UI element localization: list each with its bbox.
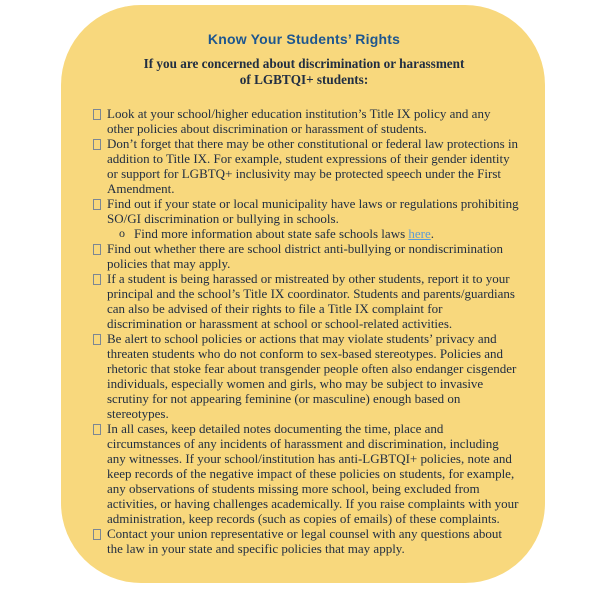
list-item [94, 241, 520, 271]
checkbox-outline-icon [93, 139, 101, 150]
list-item [94, 271, 520, 331]
page-title: Know Your Students’ Rights [207, 31, 401, 47]
subtitle-line-1: If you are concerned about discrimination or harassment [143, 56, 465, 71]
list-item-text: Find out whether there are school district anti-bullying or nondiscrimination policies that may apply. [107, 241, 504, 271]
list-item [94, 136, 520, 196]
list-item-text: Be alert to school policies or actions that may violate students’ privacy and threaten students who do not conform to sex-based stereotypes. Policies and rhetoric that stoke fear about transgender people often also endanger cisgender individuals, especially women and girls, who may be subject to invasive scrutiny for not appearing feminine (or masculine) enough based on stereotypes. [107, 331, 517, 421]
list-item-text: Find out if your state or local municipality have laws or regulations prohibiting SO/GI discrimination or bullying in schools. [107, 196, 519, 226]
list-item-text: If a student is being harassed or mistreated by other students, report it to your principal and the school’s Title IX coordinator. Students and parents/guardians can also be advised of their rights to file a Title IX complaint for discrimination or harassment at school or school-related activities. [107, 271, 515, 331]
list-item-text: Contact your union representative or legal counsel with any questions about the law in your state and specific policies that may apply. [107, 526, 502, 556]
sub-list-item [107, 226, 520, 241]
subtitle-line-2: of LGBTQI+ students: [239, 72, 369, 87]
sub-item-suffix: . [430, 226, 435, 241]
card-subtitle [81, 56, 527, 88]
list-item-text: Don’t forget that there may be other constitutional or federal law protections in addition to Title IX. For example, student expressions of their gender identity or support for LGBTQ+ inclusivity may be protected speech under the First Amendment. [107, 136, 519, 196]
sub-item-text [134, 226, 434, 241]
checkbox-outline-icon [93, 109, 101, 120]
state-safe-schools-here-link[interactable]: here [408, 226, 431, 241]
list-item-text: In all cases, keep detailed notes documenting the time, place and circumstances of any incidents of harassment and discrimination, including any witnesses. If your school/institution has anti-LGBTQI+ policies, note and keep records of the negative impact of these policies on students, for example, any observations of students missing more school, being excluded from activities, or having challenges academically. If you raise complaints with your administration, keep records (such as copies of emails) of these complaints. [107, 421, 519, 526]
checkbox-outline-icon [93, 199, 101, 210]
circle-bullet-icon: o [119, 226, 125, 240]
checkbox-outline-icon [93, 244, 101, 255]
list-item [94, 106, 520, 136]
checkbox-outline-icon [93, 424, 101, 435]
list-item [94, 421, 520, 526]
list-item-text: Look at your school/higher education institution’s Title IX policy and any other policies about discrimination or harassment of students. [107, 106, 491, 136]
checkbox-outline-icon [93, 529, 101, 540]
list-item [94, 526, 520, 556]
checkbox-outline-icon [93, 274, 101, 285]
list-item [94, 331, 520, 421]
checkbox-outline-icon [93, 334, 101, 345]
rights-card [61, 5, 545, 583]
list-item [94, 196, 520, 241]
sub-item-prefix: Find more information about state safe schools laws [134, 226, 409, 241]
bullet-list [81, 106, 520, 556]
